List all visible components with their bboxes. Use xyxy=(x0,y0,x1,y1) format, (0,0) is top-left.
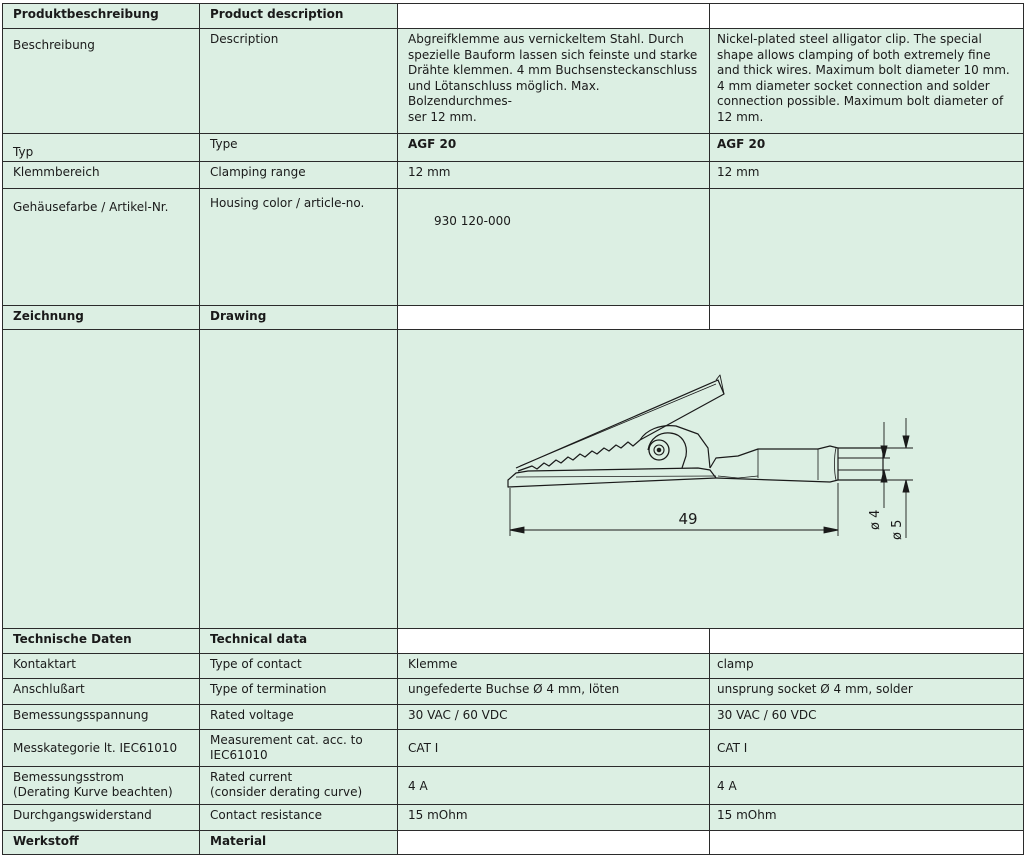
description-label-en: Description xyxy=(200,29,398,134)
tech-value-en: unsprung socket Ø 4 mm, solder xyxy=(710,678,1024,704)
empty-cell xyxy=(398,4,710,29)
empty-cell xyxy=(3,330,200,629)
tech-row-category xyxy=(3,729,1024,766)
housing-label-en: Housing color / article-no. xyxy=(200,189,398,306)
empty-cell xyxy=(398,830,710,854)
tech-row-current xyxy=(3,766,1024,804)
clamping-value-en: 12 mm xyxy=(710,162,1024,189)
type-value-de: AGF 20 xyxy=(398,134,710,162)
tech-value-de: Klemme xyxy=(398,653,710,678)
tech-label-en: Type of contact xyxy=(200,653,398,678)
pivot-rivet xyxy=(649,440,669,460)
tech-label-de: Messkategorie lt. IEC61010 xyxy=(3,729,200,766)
tech-label-en: Rated voltage xyxy=(200,704,398,729)
alligator-clip-drawing xyxy=(398,330,1018,623)
empty-cell xyxy=(200,330,398,629)
section-heading-en: Product description xyxy=(200,4,398,29)
section-heading-de: Zeichnung xyxy=(3,306,200,330)
description-label-de: Beschreibung xyxy=(3,29,200,134)
dia-inner-label: ø 4 xyxy=(868,509,883,530)
section-row-technical xyxy=(3,628,1024,653)
dia-outer-label: ø 5 xyxy=(890,519,905,540)
clamping-row xyxy=(3,162,1024,189)
empty-cell xyxy=(710,306,1024,330)
length-dimension xyxy=(510,483,838,536)
tech-label-de: Bemessungsstrom (Derating Kurve beachten) xyxy=(3,766,200,804)
empty-cell xyxy=(710,4,1024,29)
empty-cell xyxy=(398,628,710,653)
tech-row-contact xyxy=(3,653,1024,678)
tech-value-de: 30 VAC / 60 VDC xyxy=(398,704,710,729)
tech-value-en: CAT I xyxy=(710,729,1024,766)
tech-label-en: Type of termination xyxy=(200,678,398,704)
type-row xyxy=(3,134,1024,162)
section-heading-de: Werkstoff xyxy=(3,830,200,854)
tech-value-de: ungefederte Buchse Ø 4 mm, löten xyxy=(398,678,710,704)
article-number: 930 120-000 xyxy=(434,214,511,228)
tech-label-de: Anschlußart xyxy=(3,678,200,704)
empty-cell xyxy=(398,306,710,330)
housing-label-de: Gehäusefarbe / Artikel-Nr. xyxy=(3,189,200,306)
type-label-en: Type xyxy=(200,134,398,162)
section-heading-de: Produktbeschreibung xyxy=(3,4,200,29)
tech-value-en: clamp xyxy=(710,653,1024,678)
housing-article-cell xyxy=(398,189,710,306)
length-label: 49 xyxy=(678,510,698,528)
tech-row-termination xyxy=(3,678,1024,704)
section-heading-en: Drawing xyxy=(200,306,398,330)
drawing-row xyxy=(3,330,1024,629)
tech-label-en: Measurement cat. acc. to IEC61010 xyxy=(200,729,398,766)
tech-label-de: Kontaktart xyxy=(3,653,200,678)
type-value-en: AGF 20 xyxy=(710,134,1024,162)
tech-value-de: 15 mOhm xyxy=(398,804,710,830)
description-row xyxy=(3,29,1024,134)
clamping-value-de: 12 mm xyxy=(398,162,710,189)
section-row-drawing xyxy=(3,306,1024,330)
section-row-material xyxy=(3,830,1024,854)
housing-row xyxy=(3,189,1024,306)
tech-value-en: 4 A xyxy=(710,766,1024,804)
clamping-label-de: Klemmbereich xyxy=(3,162,200,189)
tech-value-en: 30 VAC / 60 VDC xyxy=(710,704,1024,729)
section-row-product xyxy=(3,4,1024,29)
tech-row-resistance xyxy=(3,804,1024,830)
tech-value-en: 15 mOhm xyxy=(710,804,1024,830)
empty-cell xyxy=(710,628,1024,653)
description-text-en: Nickel-plated steel alligator clip. The special shape allows clamping of both extremely fine and thick wires. Maximum bolt diameter 10 mm. 4 mm diameter socket connection and solder connection possible. Maximum bolt diameter of 12 mm. xyxy=(710,29,1024,134)
tech-label-de: Durchgangswiderstand xyxy=(3,804,200,830)
tech-row-voltage xyxy=(3,704,1024,729)
empty-cell xyxy=(710,830,1024,854)
drawing-cell xyxy=(398,330,1024,629)
clip-outline xyxy=(508,375,883,487)
tech-label-en: Rated current (consider derating curve) xyxy=(200,766,398,804)
tech-label-en: Contact resistance xyxy=(200,804,398,830)
section-heading-en: Material xyxy=(200,830,398,854)
type-label-de: Typ xyxy=(3,134,200,162)
section-heading-en: Technical data xyxy=(200,628,398,653)
empty-cell xyxy=(710,189,1024,306)
section-heading-de: Technische Daten xyxy=(3,628,200,653)
clamping-label-en: Clamping range xyxy=(200,162,398,189)
tech-label-de: Bemessungsspannung xyxy=(3,704,200,729)
tech-value-de: CAT I xyxy=(398,729,710,766)
spec-table xyxy=(2,3,1024,855)
description-text-de: Abgreifklemme aus vernickeltem Stahl. Durch spezielle Bauform lassen sich feinste und starke Drähte klemmen. 4 mm Buchsensteckanschluss und Lötanschluss möglich. Max. Bolzendurchmes- ser 12 mm. xyxy=(398,29,710,134)
tech-value-de: 4 A xyxy=(398,766,710,804)
